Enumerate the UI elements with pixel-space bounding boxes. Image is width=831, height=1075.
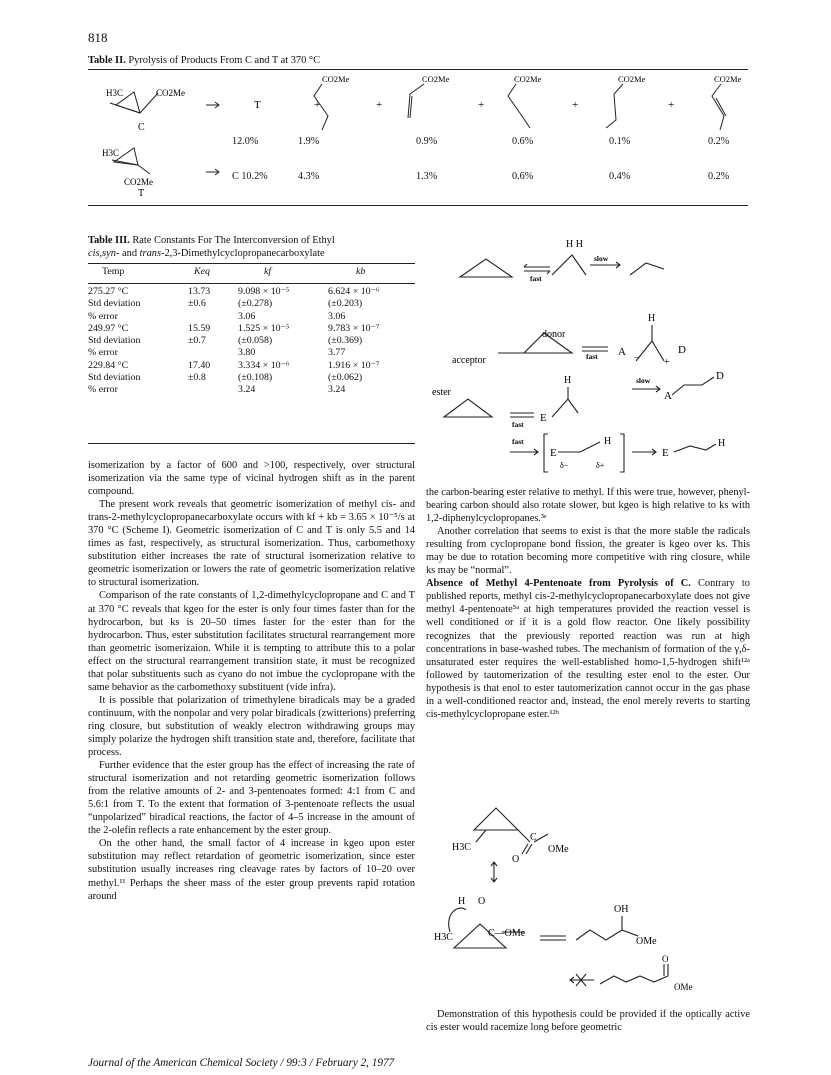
cell: 0.2% — [708, 136, 730, 147]
table3-cell: Std deviation — [88, 372, 141, 384]
left-para: It is possible that polarization of trimethylene biradicals may be a graded continuum, with the nonpolar and very polar biradicals (zwitterions) preferring ring closure, but substitution of weakly electron withdrawing groups may simply polarize the hydrogen shift transition state and, therefore, facilitate that process. — [88, 694, 415, 759]
enol-c: C — [530, 832, 537, 843]
t3-h-kf: kf — [264, 266, 272, 277]
journal-footer: Journal of the American Chemical Society / 99:3 / February 2, 1977 — [88, 1057, 395, 1069]
table3-cell: 13.73 — [188, 286, 211, 297]
table3-cell: (±0.108) — [238, 372, 273, 384]
table3-cell: 3.06 — [238, 310, 256, 322]
right-para: Demonstration of this hypothesis could be provided if the optically active cis ester would racemize long before geometric — [426, 1009, 750, 1034]
section-heading: Absence of Methyl 4-Pentenoate from Pyrolysis of C. — [426, 578, 691, 590]
table3-cell: Std deviation — [88, 298, 141, 310]
keto-o: O — [662, 954, 669, 964]
svg-text:+: + — [376, 99, 383, 111]
scheme-d-1: D — [678, 344, 686, 356]
table3-caption-l1: Rate Constants For The Interconversion of Ethyl — [129, 235, 335, 246]
p2-co2me: CO2Me — [422, 74, 450, 84]
c-co2me: CO2Me — [156, 88, 185, 98]
scheme-a-1: A — [618, 346, 626, 358]
table2-caption-text: Pyrolysis of Products From C and T at 370 °C — [125, 55, 321, 66]
right-column — [426, 486, 750, 721]
cell: 1.3% — [416, 171, 438, 182]
cell: C 10.2% — [232, 171, 268, 182]
scheme-h-1: H — [648, 313, 656, 324]
page-number: 818 — [88, 30, 108, 45]
enol-o-2: O — [478, 896, 486, 907]
scheme-e-1: E — [540, 412, 547, 424]
enol-oh: OH — [614, 904, 629, 915]
label-t: T — [138, 188, 145, 199]
table3-row — [88, 347, 415, 359]
cell: 0.6% — [512, 171, 534, 182]
table3-row — [88, 384, 415, 396]
cell: 0.1% — [609, 136, 631, 147]
right-column-end — [426, 1008, 750, 1034]
p4-co2me: CO2Me — [618, 74, 646, 84]
table3-cell: (±0.203) — [328, 298, 363, 310]
enol-h: H — [458, 896, 466, 907]
right-para: the carbon-bearing ester relative to methyl. If this were true, however, phenyl-bearing carbon should also rotate slower, but kgeo is high relative to ks with 1,2-diphenylcyclopropanes.³ᵉ — [426, 487, 750, 525]
p3-co2me: CO2Me — [514, 74, 542, 84]
scheme-fast-3: fast — [512, 420, 524, 429]
right-para: Contrary to published reports, methyl cis-2-methylcyclopropanecarboxylate does not give methyl 4-pentenoate⁵ᵃ at high temperatures provided the reaction vessel is well conditioned or if it is a gold flow reactor. One likely possibility recognizes that the previously reported reaction was run at high concentrations in base-washed tubes. The mechanism of formation of the γ,δ-unsaturated ester requires the well-established homo-1,5-hydrogen shift¹²ᵃ followed by tautomerization of the resulting ester enol to the ester. Our hypothesis is that enol to ester tautomerization cannot occur in the gas phase in a well-conditioned reactor and, instead, the enol merely reverts to starting cis-methylcyclopropane ester.¹²ᵇ — [426, 578, 750, 720]
right-para: Another correlation that seems to exist is that the more stable the radicals resulting from cyclopropane bond fission, the greater is kgeo over ks. This may be due to rotation becoming more competitive with ring closure, while ks may be “normal”. — [426, 526, 750, 577]
scheme-fast-1: fast — [530, 274, 542, 283]
table3-caption-bold: Table III. — [88, 235, 130, 246]
enol-ome-2: OMe — [636, 936, 657, 947]
table3-cell: 9.783 × 10⁻⁷ — [328, 322, 380, 334]
scheme-slow-2: slow — [636, 376, 651, 385]
table3-cell: % error — [88, 384, 118, 396]
left-para: On the other hand, the small factor of 4 increase in kgeo upon ester substitution may reflect retardation of geometric isomerization, since ester substitution usually increases ring cleavage rates by factors of 10–20 over methyl.¹¹ Perhaps the sheer mass of the ester group prevents rapid rotation around — [88, 838, 415, 902]
ts-h: H — [604, 436, 612, 447]
table3-cell: 1.525 × 10⁻⁵ — [238, 322, 290, 334]
ts-dplus: δ+ — [596, 461, 605, 470]
scheme-donor: donor — [542, 329, 566, 340]
cell: 0.4% — [609, 171, 631, 182]
ketoester-scheme — [560, 954, 750, 1006]
table3-cell: 3.24 — [328, 384, 346, 396]
table3-row — [88, 323, 415, 335]
enol-h3c-2: H3C — [434, 932, 453, 943]
t-co2me: CO2Me — [124, 177, 153, 187]
table3-cell: 9.098 × 10⁻⁵ — [238, 286, 290, 297]
scheme-h-2: H — [564, 375, 572, 386]
table3-cell: ±0.6 — [188, 298, 206, 310]
scheme-transition-state — [500, 428, 780, 488]
table3-cell: (±0.062) — [328, 372, 363, 384]
table3-cell: 249.97 °C — [88, 322, 129, 334]
ts-h2: H — [718, 438, 726, 449]
svg-text:+: + — [314, 99, 321, 111]
t3-r: 2,3-Dimethylcyclopropanecarboxylate — [164, 248, 325, 259]
cell: 0.9% — [416, 136, 438, 147]
t-h3c: H3C — [102, 148, 120, 158]
table3-cell: 3.80 — [238, 347, 256, 359]
table3-cell: 275.27 °C — [88, 286, 129, 297]
svg-text:+: + — [572, 99, 579, 111]
c-h3c: H3C — [106, 88, 124, 98]
ts-e: E — [550, 447, 557, 459]
t3-i2: trans- — [139, 248, 165, 259]
t3-h-kb: kb — [356, 266, 366, 277]
table3-cell: % error — [88, 347, 118, 359]
svg-text:+: + — [478, 99, 485, 111]
ts-fast: fast — [512, 437, 524, 446]
label-c: C — [138, 122, 145, 133]
table3-row — [88, 298, 415, 310]
scheme-minus: − — [634, 353, 640, 364]
table2-caption-bold: Table II. — [88, 55, 126, 66]
table3-cell: ±0.7 — [188, 335, 206, 347]
table3-cell: 3.334 × 10⁻⁶ — [238, 359, 290, 371]
table3-row — [88, 360, 415, 372]
table3-cell: (±0.278) — [238, 298, 273, 310]
scheme-plus: + — [664, 357, 670, 368]
cell: 0.6% — [512, 136, 534, 147]
t3-h-keq: Keq — [194, 266, 210, 277]
table3-cell: 3.77 — [328, 347, 346, 359]
p1-co2me: CO2Me — [322, 74, 350, 84]
table2-caption — [88, 54, 320, 67]
table3-cell: ±0.8 — [188, 372, 206, 384]
cell: 1.9% — [298, 136, 320, 147]
left-para: The present work reveals that geometric isomerization of methyl cis- and trans-2-methylcyclopropanecarboxylate occurs with kf + kb = 3.65 × 10⁻⁵/s at 370 °C (Scheme I). Geometric isomerization of C and T is only 5.5 and 14 times as fast, respectively, as structural isomerization. Thus, carbomethoxy substitution either increases the rate of structural isomerization relative to geometric isomerization or lowers the rate of geometric isomerization relative to structural isomerization. — [88, 499, 415, 589]
table3 — [88, 266, 415, 396]
table3-cell: 17.40 — [188, 359, 211, 371]
enol-ome: OMe — [548, 844, 569, 855]
table3-cell: Std deviation — [88, 335, 141, 347]
scheme-ester: ester — [432, 387, 451, 398]
svg-text:+: + — [668, 99, 675, 111]
t3-m: and — [119, 248, 140, 259]
p5-co2me: CO2Me — [714, 74, 742, 84]
table3-cell: % error — [88, 310, 118, 322]
left-para: Comparison of the rate constants of 1,2-dimethylcyclopropane and C and T at 370 °C reveals that kgeo for the ester is only four times faster than for the hydrocarbon, but ks is 20–50 times faster for the ester than for the hydrocarbon. Thus, ester substitution facilitates structural rearrangement more than geometric isomerizaion. While it is tempting to attribute this to a polar effect on the structural rearrangement transition state, it must be recognized that polar substituents such as cyano do not imbue the cyclopropane with the same behavior as the carbomethoxy substituent (vide infra). — [88, 590, 415, 693]
table2-row-c — [0, 136, 831, 150]
scheme-acceptor: acceptor — [452, 355, 486, 366]
ts-dminus: δ− — [560, 461, 569, 470]
t3-i1: cis,syn- — [88, 248, 120, 259]
left-column — [88, 459, 415, 903]
table3-row — [88, 372, 415, 384]
left-para: Further evidence that the ester group has the effect of increasing the rate of structural isomerization and not retarding geometric isomerization follows from the relative amounts of 2- and 3-pentenoates formed: 4:1 from C and 5.6:1 from T. To the extent that formation of 3-pentenoate reflects the usual “unpolarized” biradical reactions, the factor of 4–5 increase in the amount of the 2-olefin reflects a rate enhancement by the ester group. — [88, 760, 415, 837]
cell: 4.3% — [298, 171, 320, 182]
cell: 12.0% — [232, 136, 259, 147]
table3-cell: 1.916 × 10⁻⁷ — [328, 359, 380, 371]
table3-row — [88, 286, 415, 298]
scheme-fast-2: fast — [586, 352, 598, 361]
keto-ome: OMe — [674, 982, 693, 992]
table3-cell: (±0.369) — [328, 335, 363, 347]
table3-row — [88, 335, 415, 347]
table3-cell: 6.624 × 10⁻⁶ — [328, 286, 380, 297]
scheme-hh: H H — [566, 239, 583, 250]
table3-cell: 3.06 — [328, 310, 346, 322]
enol-scheme — [426, 800, 750, 960]
table3-caption — [88, 234, 418, 260]
table3-row — [88, 311, 415, 323]
ts-e2: E — [662, 447, 669, 459]
t3-h-temp: Temp — [102, 266, 125, 277]
scheme-d-2: D — [716, 370, 724, 382]
table3-cell: 3.24 — [238, 384, 256, 396]
scheme-slow-1: slow — [594, 254, 609, 263]
table2-row-t — [0, 171, 831, 185]
scheme-a-2: A — [664, 390, 672, 402]
enol-h3c: H3C — [452, 842, 471, 853]
enol-c-ome: C—OMe — [488, 928, 526, 939]
table3-cell: (±0.058) — [238, 335, 273, 347]
cell: 0.2% — [708, 171, 730, 182]
product-t: T — [254, 99, 261, 111]
enol-o: O — [512, 854, 520, 865]
table3-cell: 15.59 — [188, 322, 211, 334]
table3-cell: 229.84 °C — [88, 359, 129, 371]
left-para: isomerization by a factor of 600 and >100, respectively, over structural isomerization via the same type of vicinal hydrogen shift as in the parent compound. — [88, 460, 415, 498]
